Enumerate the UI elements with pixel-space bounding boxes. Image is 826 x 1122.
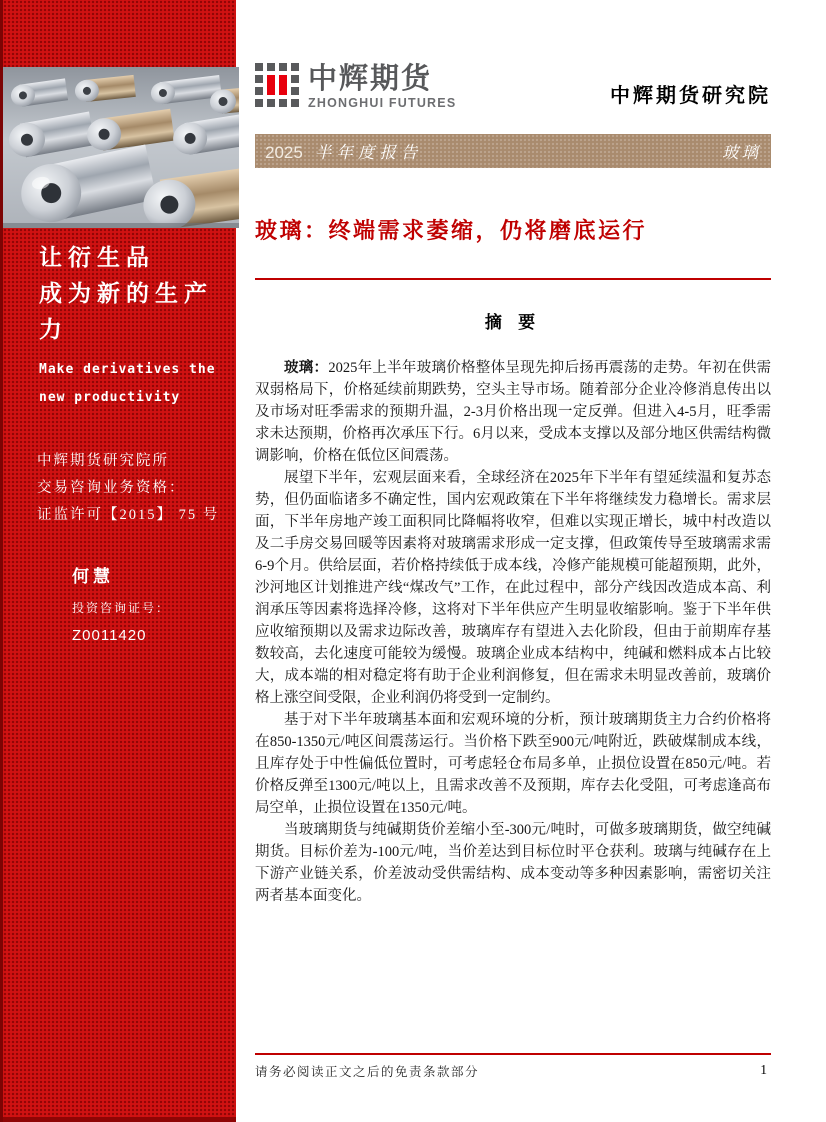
paragraph-1-lead: 玻璃： bbox=[284, 360, 329, 376]
logo-name-en: ZHONGHUI FUTURES bbox=[308, 95, 457, 110]
report-title: 玻璃：终端需求萎缩，仍将磨底运行 bbox=[255, 218, 648, 243]
logo-grid-icon bbox=[255, 63, 299, 110]
credentials-line1: 中辉期货研究院所 bbox=[37, 453, 169, 469]
brand-slogan bbox=[39, 240, 236, 412]
credentials-line2: 交易咨询业务资格： bbox=[37, 480, 186, 496]
banner-title: 半年度报告 bbox=[314, 143, 423, 162]
analyst-name: 何慧 bbox=[72, 567, 114, 586]
abstract-body bbox=[255, 357, 771, 907]
logo-name-cn: 中辉期货 bbox=[308, 62, 433, 95]
sidebar bbox=[0, 0, 236, 1122]
credentials-line3: 证监许可【2015】 75 号 bbox=[37, 507, 220, 523]
paragraph-4: 当玻璃期货与纯碱期货价差缩小至-300元/吨时，可做多玻璃期货，做空纯碱期货。目标价差为-100元/吨，当价差达到目标位时平仓获利。玻璃与纯碱存在上下游产业链关系，价差波动受供需结构、成本变动等多种因素影响，需密切关注两者基本面变化。 bbox=[255, 822, 771, 904]
slogan-en-line2: new productivity bbox=[39, 390, 181, 405]
analyst-cert-number: Z0011420 bbox=[72, 627, 147, 644]
banner-report-type bbox=[265, 139, 422, 163]
paragraph-1: 玻璃：2025年上半年玻璃价格整体呈现先抑后扬再震荡的走势。年初在供需双弱格局下，价格延续前期跌势，空头主导市场。随着部分企业冷修消息传出以及市场对旺季需求的预期升温，2-3月价格出现一定反弹。但进入4-5月，旺季需求未达预期，价格再次承压下行。6月以来，受成本支撑以及部分地区供需结构微调影响，价格在低位区间震荡。 bbox=[255, 360, 772, 464]
analyst-info bbox=[72, 562, 170, 644]
analyst-cert-label: 投资咨询证号： bbox=[72, 601, 171, 615]
banner-year: 2025 bbox=[265, 143, 303, 162]
report-header bbox=[255, 58, 771, 110]
report-main bbox=[255, 0, 771, 1122]
report-type-banner bbox=[255, 134, 771, 168]
research-institute-title: 中辉期货研究院 bbox=[610, 85, 771, 107]
banner-commodity: 玻璃 bbox=[722, 143, 761, 162]
logo-text bbox=[308, 64, 456, 110]
abstract-heading: 摘 要 bbox=[484, 313, 542, 332]
page-footer bbox=[255, 1053, 771, 1080]
paragraph-2: 展望下半年，宏观层面来看，全球经济在2025年下半年有望延续温和复苏态势，但仍面临诸多不确定性，国内宏观政策在下半年将继续发力稳增长。需求层面，下半年房地产竣工面积同比降幅将收窄，但难以实现正增长，城中村改造以及二手房交易回暖等因素将对玻璃需求形成一定支撑，但政策传导至玻璃需求需6-9个月。供给层面，若价格持续低于成本线，冷修产能规模可能超预期，此外，沙河地区计划推进产线“煤改气”工作，在此过程中，部分产线因改造成本高、利润承压等因素将选择冷修，这将对下半年供应产生明显收缩影响。鉴于下半年供应收缩预期以及需求边际改善，玻璃库存有望进入去化阶段，但由于前期库存基数较高，去化速度可能较为缓慢。玻璃企业成本结构中，纯碱和燃料成本占比较大，成本端的相对稳定将有助于企业利润修复，但在需求未明显改善前，玻璃价格上涨空间受限，企业利润仍将受到一定制约。 bbox=[255, 470, 771, 706]
cover-photo-metal-coils bbox=[3, 67, 239, 228]
company-logo bbox=[255, 63, 456, 110]
paragraph-3: 基于对下半年玻璃基本面和宏观环境的分析，预计玻璃期货主力合约价格将在850-1350元/吨区间震荡运行。当价格下跌至900元/吨附近，跌破煤制成本线，且库存处于中性偏低位置时，可考虑轻仓布局多单，止损位设置在850元/吨。若价格反弹至1300元/吨以上，且需求改善不及预期，库存去化受阻，可考虑逢高布局空单，止损位设置在1350元/吨。 bbox=[255, 712, 771, 816]
slogan-cn-line2: 成为新的生产力 bbox=[39, 281, 213, 342]
page-number: 1 bbox=[760, 1062, 767, 1077]
title-divider bbox=[255, 278, 771, 280]
metal-coils-illustration bbox=[3, 67, 239, 228]
slogan-cn-line1: 让衍生品 bbox=[39, 245, 155, 270]
disclaimer-text: 请务必阅读正文之后的免责条款部分 bbox=[255, 1065, 480, 1079]
business-credentials bbox=[37, 448, 219, 529]
slogan-en-line1: Make derivatives the bbox=[39, 362, 216, 377]
